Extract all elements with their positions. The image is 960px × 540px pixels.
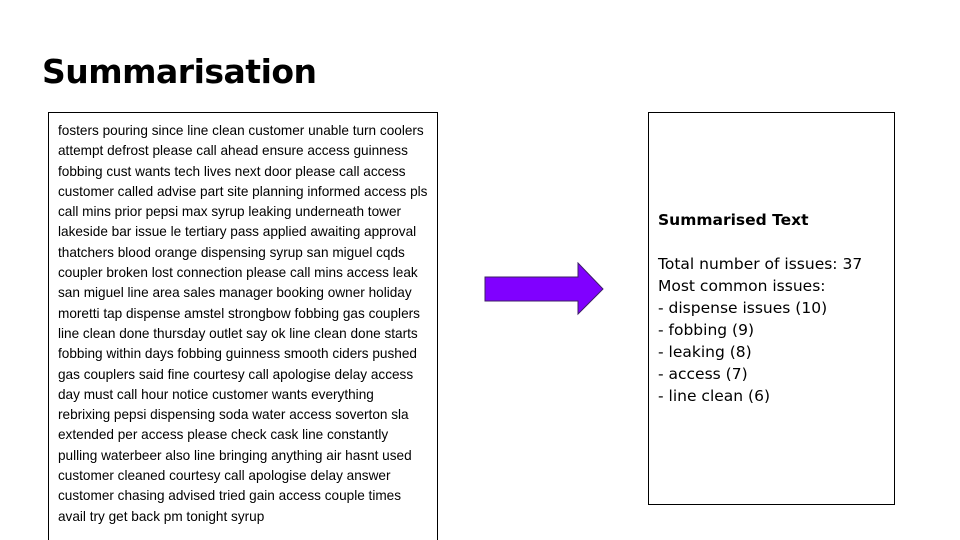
raw-text-box	[48, 112, 438, 540]
summary-box	[648, 112, 895, 505]
issue-item: - leaking (8)	[658, 343, 752, 361]
summary-spacer	[658, 231, 885, 253]
right-arrow-icon	[484, 262, 606, 316]
summary-heading: Summarised Text	[658, 211, 809, 229]
issue-item: - fobbing (9)	[658, 321, 754, 339]
total-issues-line: Total number of issues: 37	[658, 255, 863, 273]
issue-item: - line clean (6)	[658, 387, 770, 405]
issues-list	[658, 297, 885, 407]
issue-item: - dispense issues (10)	[658, 299, 828, 317]
arrow-shape	[485, 263, 603, 314]
issue-item: - access (7)	[658, 365, 748, 383]
common-issues-label: Most common issues:	[658, 277, 826, 295]
slide-title: Summarisation	[42, 52, 317, 91]
raw-text: fosters pouring since line clean customer unable turn coolers attempt defrost please call ahead ensure access guinness fobbing cust wants tech lives next door please call access customer called advise part site planning informed access pls call mins prior pepsi max syrup leaking underneath tower lakeside bar issue le tertiary pass applied awaiting approval thatchers blood orange dispensing syrup san miguel cqds coupler broken lost connection please call mins access leak san miguel line area sales manager booking owner holiday moretti tap dispense amstel strongbow fobbing gas couplers line clean done thursday outlet say ok line clean done starts fobbing within days fobbing guinness smooth ciders pushed gas couplers said fine courtesy call apologise delay access day must call hour notice customer wants everything rebrixing pepsi dispensing soda water access soverton sla extended per access please check cask line constantly pulling waterbeer also line bringing anything air hasnt used customer cleaned courtesy call apologise delay answer customer chasing advised tried gain access couple times avail try get back pm tonight syrup	[58, 123, 428, 524]
